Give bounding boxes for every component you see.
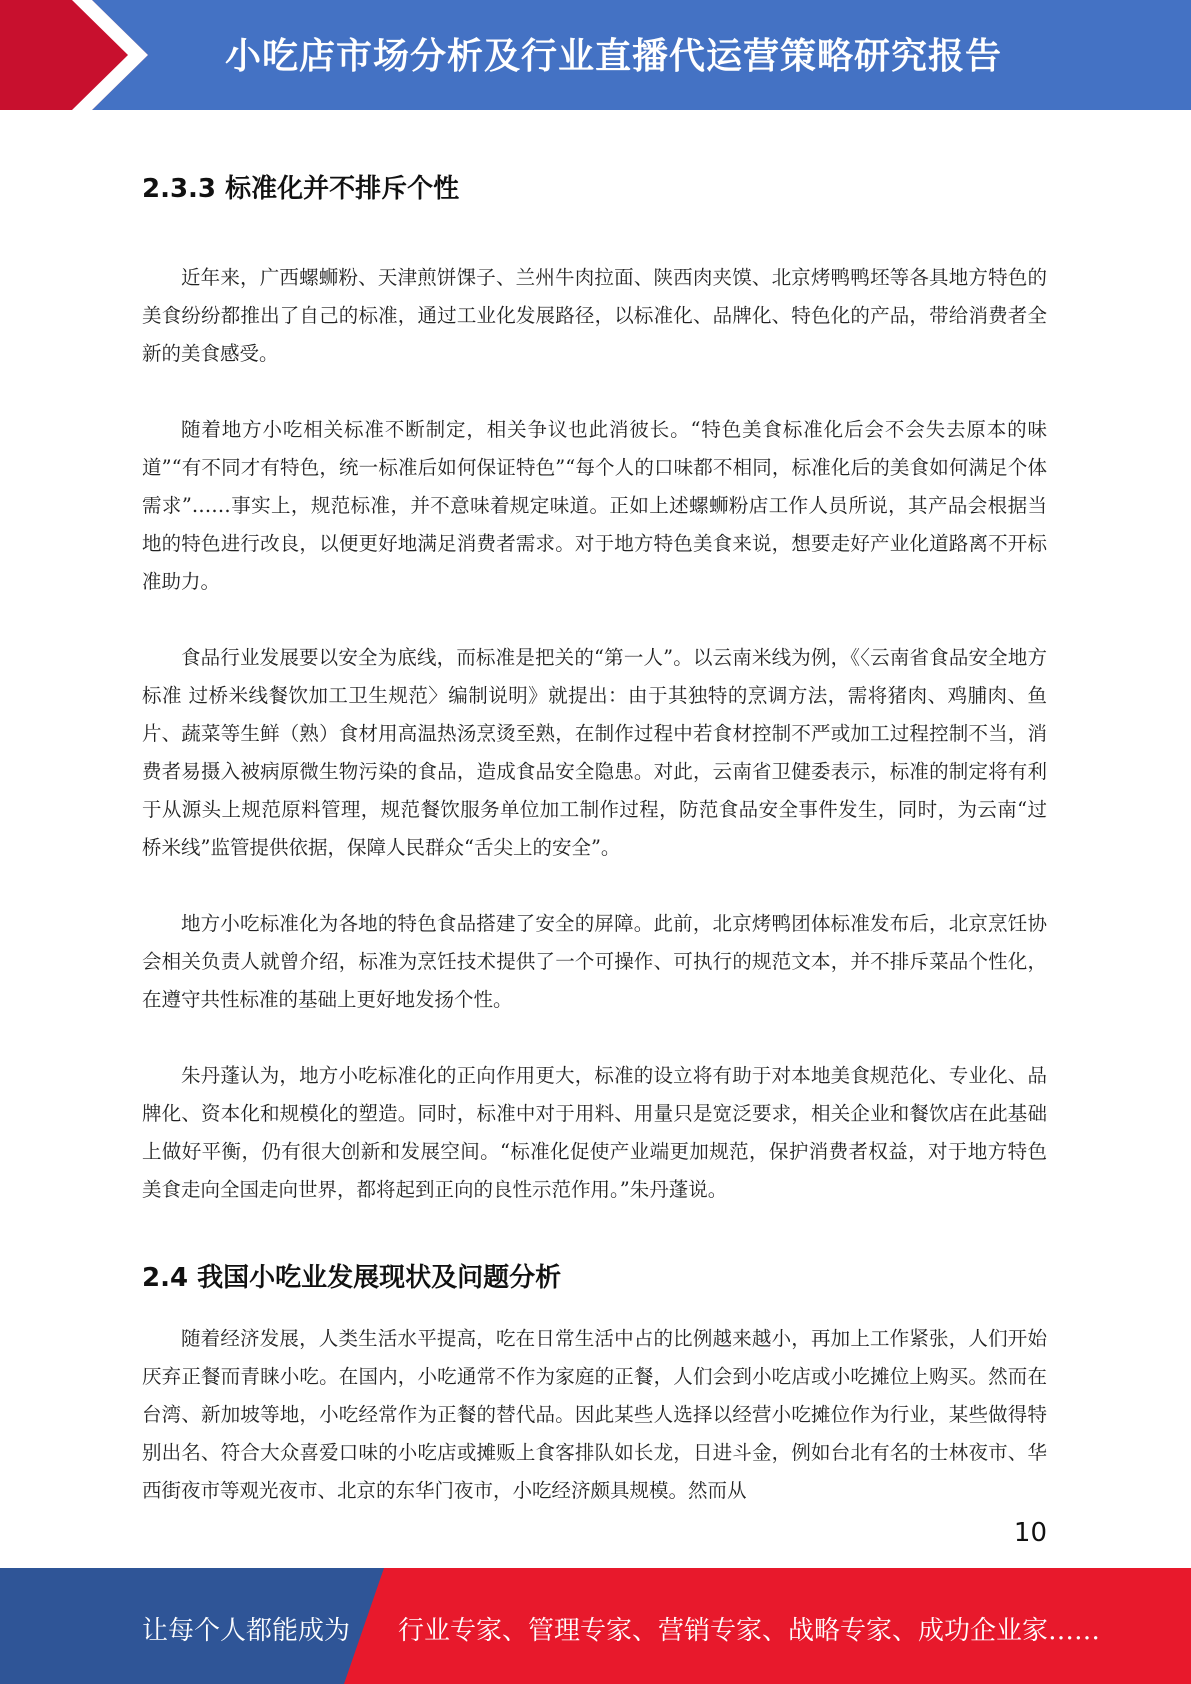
footer-slogan-right: 行业专家、管理专家、营销专家、战略专家、成功企业家…… (398, 1616, 1101, 1646)
section-heading-2-3-3: 2.3.3 标准化并不排斥个性 (142, 174, 460, 204)
page-header (0, 0, 1191, 110)
paragraph: 地方小吃标准化为各地的特色食品搭建了安全的屏障。此前，北京烤鸭团体标准发布后，北京烹饪协会相关负责人就曾介绍，标准为烹饪技术提供了一个可操作、可执行的规范文本，并不排斥菜品个性化，在遵守共性标准的基础上更好地发扬个性。 (142, 912, 1047, 1011)
paragraph: 食品行业发展要以安全为底线，而标准是把关的“第一人”。以云南米线为例，《〈云南省食品安全地方标准 过桥米线餐饮加工卫生规范〉编制说明》就提出：由于其独特的烹调方法，需将猪肉、鸡脯肉、鱼片、蔬菜等生鲜（熟）食材用高温热汤烹烫至熟，在制作过程中若食材控制不严或加工过程控制不当，消费者易摄入被病原微生物污染的食品，造成食品安全隐患。对此，云南省卫健委表示，标准的制定将有利于从源头上规范原料管理，规范餐饮服务单位加工制作过程，防范食品安全事件发生，同时，为云南“过桥米线”监管提供依据，保障人民群众“舌尖上的安全”。 (142, 646, 1047, 859)
page-number: 10 (1013, 1518, 1047, 1548)
footer-slogan-left: 让每个人都能成为 (142, 1616, 351, 1646)
paragraph: 朱丹蓬认为，地方小吃标准化的正向作用更大，标准的设立将有助于对本地美食规范化、专业化、品牌化、资本化和规模化的塑造。同时，标准中对于用料、用量只是宽泛要求，相关企业和餐饮店在此基础上做好平衡，仍有很大创新和发展空间。“标准化促使产业端更加规范，保护消费者权益，对于地方特色美食走向全国走向世界，都将起到正向的良性示范作用。”朱丹蓬说。 (142, 1064, 1047, 1201)
section-heading-2-4: 2.4 我国小吃业发展现状及问题分析 (142, 1263, 562, 1293)
paragraph: 随着经济发展，人类生活水平提高，吃在日常生活中占的比例越来越小，再加上工作紧张，人们开始厌弃正餐而青睐小吃。在国内，小吃通常不作为家庭的正餐，人们会到小吃店或小吃摊位上购买。然而在台湾、新加坡等地，小吃经常作为正餐的替代品。因此某些人选择以经营小吃摊位作为行业，某些做得特别出名、符合大众喜爱口味的小吃店或摊贩上食客排队如长龙，日进斗金，例如台北有名的士林夜市、华西街夜市等观光夜市、北京的东华门夜市，小吃经济颇具规模。然而从 (142, 1327, 1047, 1502)
report-title: 小吃店市场分析及行业直播代运营策略研究报告 (225, 36, 1003, 77)
page-footer (0, 1568, 1191, 1684)
paragraph: 随着地方小吃相关标准不断制定，相关争议也此消彼长。“特色美食标准化后会不会失去原本的味道”“有不同才有特色，统一标准后如何保证特色”“每个人的口味都不相同，标准化后的美食如何满足个体需求”……事实上，规范标准，并不意味着规定味道。正如上述螺蛳粉店工作人员所说，其产品会根据当地的特色进行改良，以便更好地满足消费者需求。对于地方特色美食来说，想要走好产业化道路离不开标准助力。 (142, 418, 1047, 593)
paragraph: 近年来，广西螺蛳粉、天津煎饼馃子、兰州牛肉拉面、陕西肉夹馍、北京烤鸭鸭坯等各具地方特色的美食纷纷都推出了自己的标准，通过工业化发展路径，以标准化、品牌化、特色化的产品，带给消费者全新的美食感受。 (142, 266, 1047, 365)
page-body (142, 168, 1047, 1510)
